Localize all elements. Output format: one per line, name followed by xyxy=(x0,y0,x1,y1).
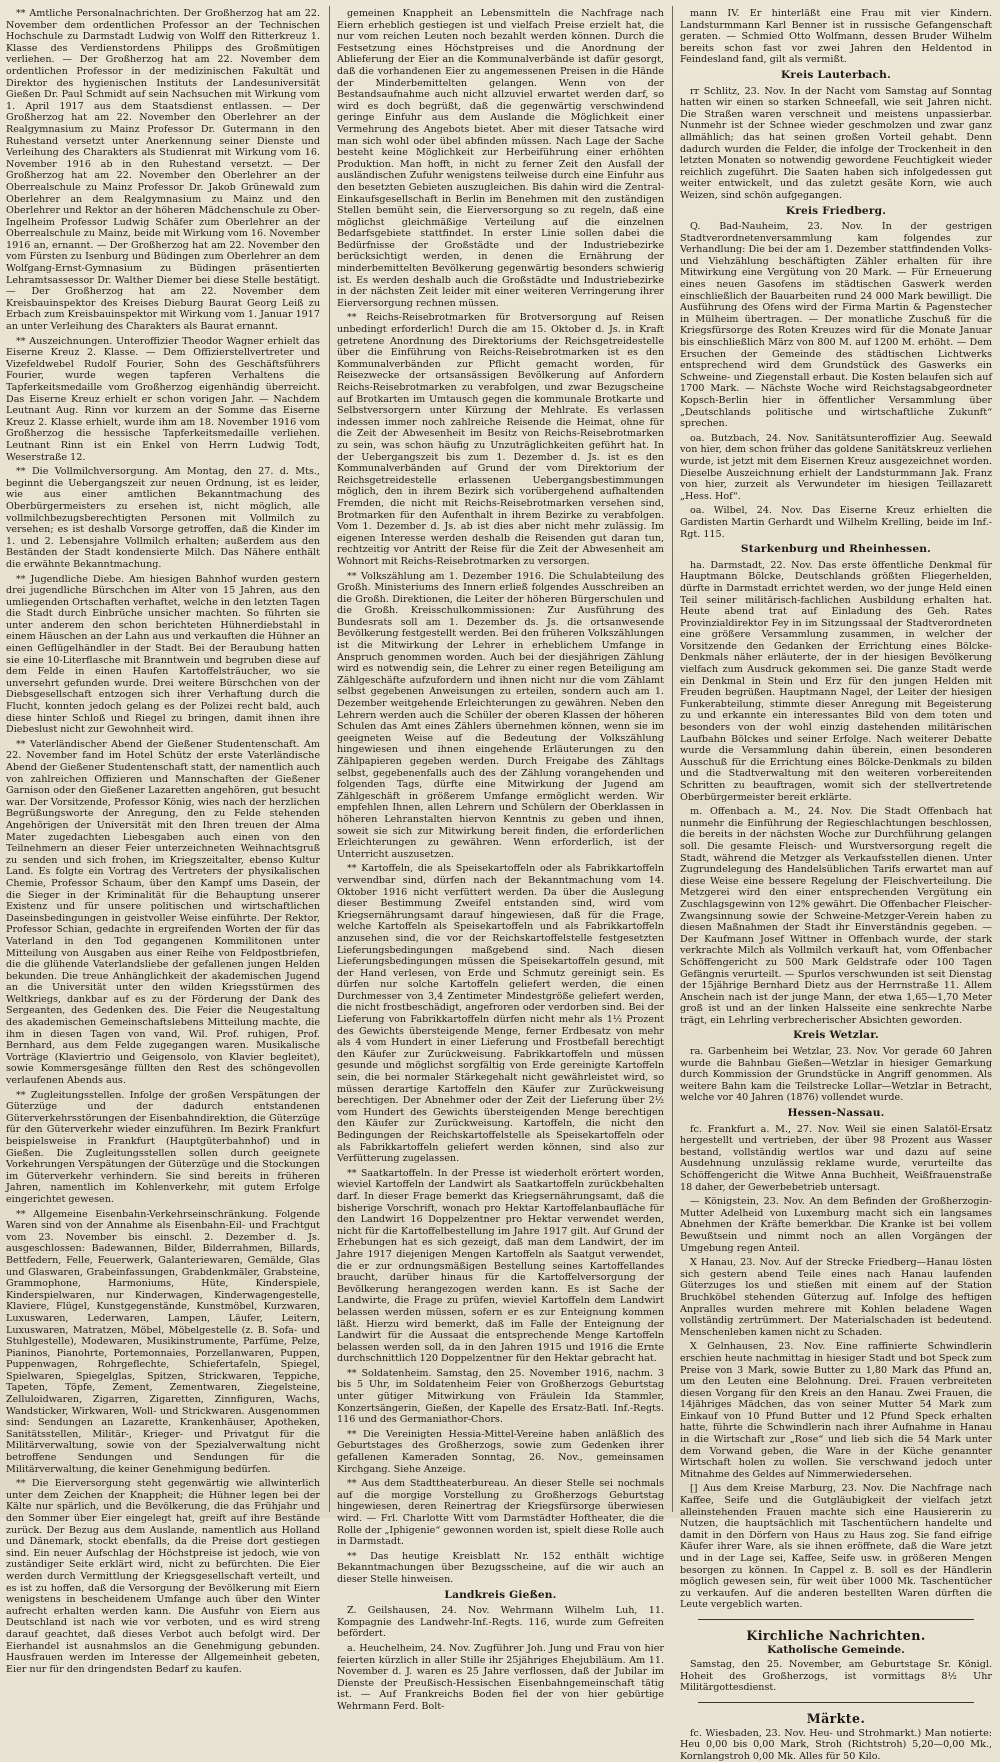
section-heading: Hessen-Nassau. xyxy=(787,1107,885,1120)
section-heading: Kreis Lauterbach. xyxy=(781,68,891,81)
column-middle xyxy=(337,8,664,1712)
article-paragraph: ** Aus dem Stadttheaterbureau. An dieser Stelle sei nochmals auf die morgige Vorstellung zu Großherzogs Geburtstag hingewiesen, deren Reinertrag der Kriegsfürsorge überwiesen wird. — Frl. Charlotte Witt vom Darmstädter Hoftheater, die die Rolle der „Iphigenie“ gewonnen worden ist, spielt diese Rolle auch in Darmstadt. xyxy=(337,1478,664,1548)
article-paragraph: ** Das heutige Kreisblatt Nr. 152 enthält wichtige Bekanntmachungen über Bezugsscheine, auf die wir auch an dieser Stelle hinweisen. xyxy=(337,1550,664,1585)
article-paragraph: ra. Garbenheim bei Wetzlar, 23. Nov. Vor gerade 60 Jahren wurde die Bahnbau Gießen—Wetzlar in hiesiger Gemarkung durch Kommission der Grundstücke in Angriff genommen. Als weitere Bahn kam die Teilstrecke Lollar—Wetzlar in Betracht, welche vor 40 Jahren (1876) vollendet wurde. xyxy=(680,1046,992,1104)
article-paragraph: m. Offenbach a. M., 24. Nov. Die Stadt Offenbach hat nunmehr die Einführung der Regieschlachtungen beschlossen, die bereits in der nächsten Woche zur Durchführung gelangen soll. Die gesamte Fleisch- und Wurstversorgung regelt die Stadt, während die Metzger als Verkaufsstellen dienen. Unter Zugrundelegung des Handelsüblichen Tarifs erwartet man auf diese Weise eine bessere Regelung der Fleischverteilung. Die Metzgerei wird den einer entsprechenden Vergütung ein Zuschlagsgewinn von 12% gewährt. Die Offenbacher Fleischer-Zwangsinnung sowie der Schweine-Metzger-Verein haben zu diesen Maßnahmen der Stadt ihr Einverständnis gegeben. — Der Kaufmann Josef Wittner in Offenbach wurde, der stark verkrachte Milch als Vollmilch verkauft hat, vom Offenbacher Schöffengericht zu 500 Mark Geldstrafe oder 100 Tagen Gefängnis verurteilt. — Spurlos verschwunden ist seit Dienstag der 15jährige Bernhard Dietz aus der Herrnstraße 11. Allem Anschein nach ist der junge Mann, der etwa 1,65—1,70 Meter groß ist und an der linken Halsseite eine senkrechte Narbe trägt, ein Lehrling verbrecherischer Absichten geworden. xyxy=(680,806,992,1026)
article-paragraph: mann IV. Er hinterläßt eine Frau mit vier Kindern. Landsturmmann Karl Benner ist in russische Gefangenschaft geraten. — Schmied Otto Wolfmann, dessen Bruder Wilhelm bereits schon fast vor zwei Jahren den Heldentod in Feindesland fand, gilt als vermißt. xyxy=(680,8,992,66)
article-paragraph: rr Schlitz, 23. Nov. In der Nacht vom Samstag auf Sonntag hatten wir einen so starken Schneefall, wie seit Jahren nicht. Die Straßen waren verschneit und meistens unpassierbar. Nunmehr ist der Schnee wieder geschmolzen und zwar ganz allmählich; das hat seinen großen Vorteil gehabt. Denn dadurch wurden die Felder, die infolge der Trockenheit in den letzten Monaten so notwendig gewordene Feuchtigkeit wieder reichlich zugeführt. Die Saaten haben sich infolgedessen gut weiter entwickelt, und das zuletzt gesäte Korn, wie auch Weizen, sind schön aufgegangen. xyxy=(680,85,992,201)
article-paragraph: a. Heuchelheim, 24. Nov. Zugführer Joh. Jung und Frau von hier feierten kürzlich in aller Stille ihr 25jähriges Ehejubiläum. Am 11. November d. J. waren es 25 Jahre verflossen, daß der Jubilar im Dienste der Preußisch-Hessischen Eisenbahngemeinschaft tätig ist. — Auf Frankreichs Boden fiel der von hier gebürtige Wehrmann Ferd. Bolt- xyxy=(337,1642,664,1712)
article-paragraph: oa. Butzbach, 24. Nov. Sanitätsunteroffizier Aug. Seewald von hier, dem schon früher das goldene Sanitätskreuz verliehen wurde, ist jetzt mit dem Eisernen Kreuz ausgezeichnet worden. Dieselbe Auszeichnung erhielt der Landsturmmann Jak. Franz von hier, zurzeit als Verwundeter im hiesigen Teillazarett „Hess. Hof“. xyxy=(680,432,992,502)
section-heading: Starkenburg und Rheinhessen. xyxy=(740,543,932,556)
article-paragraph: fc. Wiesbaden, 23. Nov. Heu- und Strohmarkt.) Man notierte: Heu 0,00 bis 0,00 Mark, Stroh (Richtstroh) 5,20—0,00 Mk., Kornlangstroh 0,00 Mk. Alles für 50 Kilo. xyxy=(680,1727,992,1762)
article-paragraph: ** Die Vereinigten Hessia-Mittel-Vereine haben anläßlich des Geburtstages des Großherzogs, sowie zum Gedenken ihrer gefallenen Kameraden Sonntag, 26. Nov., gemeinsamen Kirchgang. Siehe Anzeige. xyxy=(337,1428,664,1475)
article-paragraph: oa. Wilbel, 24. Nov. Das Eiserne Kreuz erhielten die Gardisten Martin Gerhardt und Wilhelm Krelling, beide im Inf.-Rgt. 115. xyxy=(680,505,992,540)
article-paragraph: ** Die Eierversorgung steht gegenwärtig wie allwinterlich unter dem Zeichen der Knappheit; die Hühner legen bei der Kälte nur spärlich, und die Bevölkerung, die das Frühjahr und den Sommer über Eier eingelegt hat, greift auf ihre Bestände zurück. Der Bezug aus dem Auslande, namentlich aus Holland und Dänemark, stockt ebenfalls, da die Preise dort gestiegen sind. Ein neuer Aufschlag der Höchstpreise ist jedoch, wie von zuständiger Seite erklärt wird, nicht zu befürchten. Die Eier werden durch Vermittlung der Kriegsgesellschaft verteilt, und es ist zu hoffen, daß die Versorgung der Bevölkerung mit Eiern wenigstens in bescheidenem Umfange auch über den Winter aufrecht erhalten werden kann. Die Ausfuhr von Eiern aus Deutschland ist nach wie vor verboten, und es wird streng darauf geachtet, daß dieses Verbot auch befolgt wird. Der Eierhandel ist ausnahmslos an die Genehmigung gebunden. Hausfrauen werden im Interesse der Allgemeinheit gebeten, Eier nur für den dringendsten Bedarf zu kaufen. xyxy=(6,1478,320,1675)
article-paragraph: Q. Bad-Nauheim, 23. Nov. In der gestrigen Stadtverordnetenversammlung kam folgendes zur Verhandlung: Die bei der am 1. Dezember stattfindenden Volks- und Viehzählung beschäftigten Zähler erhalten für ihre Mitwirkung eine Vergütung von 20 Mark. — Für Erneuerung eines neuen Gasofens im städtischen Gaswerk werden einschließlich der Bauarbeiten rund 24 000 Mark bewilligt. Die Ausführung des Ofens wird der Firma Martin & Pagenstecher in Mülheim übertragen. — Der monatliche Zuschuß für die Kriegsfürsorge des Roten Kreuzes wird für die Monate Januar bis einschließlich März von 800 M. auf 1200 M. erhöht. — Dem Ersuchen der Gemeinde des städtischen Lichtwerks entsprechend wird dem Grundstück des Gaswerks ein Schweine- und Ziegenstall erbaut. Die Kosten belaufen sich auf 1700 Mark. — Nächste Woche wird Reichstagsabgeordneter Kopsch-Berlin hier in öffentlicher Versammlung über „Deutschlands politische und wirtschaftliche Zukunft“ sprechen. xyxy=(680,221,992,430)
article-paragraph: Z. Geilshausen, 24. Nov. Wehrmann Wilhelm Luh, 11. Kompagnie des Landwehr-Inf.-Regts. 116, wurde zum Gefreiten befördert. xyxy=(337,1605,664,1640)
article-paragraph: [] Aus dem Kreise Marburg, 23. Nov. Die Nachfrage nach Kaffee, Seife und die Gutgläubigkeit der vielfach jetzt alleinstehenden Frauen machte sich eine Hausiererin zu Nutzen, die hauptsächlich mit Taschentüchern handelte und damit in den Dörfern von Haus zu Haus zog. Sie fand eifrige Käufer ihrer Ware, als sie ihnen eröffnete, daß die Ware jetzt und in der Lage sei, Kaffee, Seife usw. in größeren Mengen besorgen zu können. In Cappel z. B. soll es der Händlerin möglich gewesen sein, für weit über 1000 Mk. Taschentücher zu verkaufen. Auf die anderen bestellten Waren dürften die Leute vergeblich warten. xyxy=(680,1483,992,1611)
column-divider xyxy=(329,6,330,1512)
section-heading: Kreis Wetzlar. xyxy=(793,1029,879,1042)
column-right xyxy=(680,8,992,1762)
article-paragraph: Samstag, den 25. November, am Geburtstage Sr. Königl. Hoheit des Großherzogs, ist vormittags 8½ Uhr Militärgottesdienst. xyxy=(680,1659,992,1694)
section-heading: Kreis Friedberg. xyxy=(785,204,887,217)
article-paragraph: ** Kartoffeln, die als Speisekartoffeln oder als Fabrikkartoffeln verwendbar sind, dürfen nach der Bekanntmachung vom 14. Oktober 1916 nicht verfüttert werden. Da über die Auslegung dieser Bestimmung Zweifel entstanden sind, wird vom Kriegsernährungsamt darauf hingewiesen, daß für die Frage, welche Kartoffeln als Speisekartoffeln und als Fabrikkartoffeln anzusehen sind, die vor der Reichskartoffelstelle festgesetzten Lieferungsbedingungen maßgebend sind. Nach diesen Lieferungsbedingungen müssen die Speisekartoffeln gesund, mit der Hand verlesen, von Erde und Schmutz gereinigt sein. Es dürfen nur solche Kartoffeln geliefert werden, die einen Durchmesser von 3,4 Zentimeter Mindestgröße geliefert werden, die nicht frostbeschädigt, angefroren oder verdorben sind. Bei der Lieferung von Fabrikkartoffeln dürfen nicht mehr als 1½ Prozent des Gewichts übersteigende Menge, ferner Erdbesatz von mehr als 4 vom Hundert in einer Lieferung und Frostbefall berechtigt den Käufer zur Zurückweisung. Fabrikkartoffeln und müssen gesunde und möglichst sorgfältig von Erde gereinigte Kartoffeln sein, die bei normaler Stärkegehalt nicht gewährleistet wird, so müssen derartige Kartoffeln den Käufer zur Zurückweisung berechtigen. Der Abnehmer oder der Zeit der Lieferung über 2½ vom Hundert des Gewichts übersteigenden Menge berechtigen den Käufer zur Zurückweisung. Kartoffeln, die nicht den Bedingungen der Reichskartoffelstelle als Speisekartoffeln oder als Fabrikkartoffeln geliefert werden können, sind also zur Verfütterung zugelassen. xyxy=(337,863,664,1165)
article-paragraph: — Königstein, 23. Nov. An dem Befinden der Großherzogin-Mutter Adelheid von Luxemburg macht sich ein langsames Abnehmen der Kräfte bemerkbar. Die Kranke ist bei vollem Bewußtsein und nimmt noch an allen Vorgängen der Umgebung regen Anteil. xyxy=(680,1196,992,1254)
article-paragraph: ** Vaterländischer Abend der Gießener Studentenschaft. Am 22. November fand im Hotel Schütz der erste Vaterländische Abend der Gießener Studentenschaft statt, der namentlich auch von zahlreichen Offizieren und Mannschaften der Gießener Garnison oder den Gießener Lazaretten angehören, gut besucht war. Der Vorsitzende, Professor König, wies nach der herzlichen Begrüßungsworte der Anregung, den zu Felde stehenden Angehörigen der Universität mit den Ihren treuen der Alma Mater zugedachten Liebesgaben auch einen von den Teilnehmern an dieser Feier unterzeichneten Weihnachtsgruß zu senden und sich frohen, im Kriegszeitalter, ebenso Kultur Land. Es folgte ein Vortrag des Vertreters der physikalischen Chemie, Professor Schaum, über den Kampf ums Dasein, der die Sieger in der Kriminalität für die Behauptung unserer Existenz und für unsere politischen und wirtschaftlichen Daseinsbedingungen in geistvoller Weise einführte. Der Rektor, Professor Schian, gedachte in ergreifenden Worten der für das Vaterland in den Tod gegangenen Kommilitonen unter Mitteilung von Ausgaben aus einer Reihe von Feldpostbriefen, die die glühende Vaterlandsliebe der gefallenen jungen Helden bekunden. Die treue Anhänglichkeit der akademischen Jugend an die Universität unter den wilden Kriegsstürmen des Weltkriegs, dankbar auf es zu der Förderung der Dank des Sergeanten, des Gedenken des. Die Feier die Neugestaltung des akademischen Gemeinschaftslebens Mitteilung machte, die ihm in diesen Tagen von vand, Wil. Prof. ruhigen, Prof. Bernhard, aus dem Felde zugegangen waren. Musikalische Vorträge (Klaviertrio und Geigensolo, von Klavier begleitet), sowie Kommersgesänge füllten den Rest des schöngevollen verlaufenen Abends aus. xyxy=(6,738,320,1087)
article-paragraph: gemeinen Knappheit an Lebensmitteln die Nachfrage nach Eiern erheblich gestiegen ist und vielfach Preise erzielt hat, die nur vom reichen Leuten noch bezahlt werden können. Durch die Festsetzung eines Höchstpreises und die Anordnung der Ablieferung der Eier an die Kommunalverbände ist dafür gesorgt, daß die vorhandenen Eier zu angemessenen Preisen in die Hände der Minderbemittelten gelangen. Wenn von der Bestandsaufnahme auch nicht allzuviel erwartet werden darf, so wird es doch begrüßt, daß die gegenwärtig verschwindend geringe Einfuhr aus dem Auslande die Möglichkeit einer Vermehrung des Angebots bietet. Aber mit dieser Tatsache wird man sich wohl oder übel abfinden müssen. Nach Lage der Sache besteht keine Möglichkeit zur Herbeiführung einer erhöhten Produktion. Man hofft, in nicht zu ferner Zeit den Ausfall der ausländischen Zufuhr wenigstens teilweise durch eine Einfuhr aus den besetzten Gebieten auszugleichen. Bis dahin wird die Zentral-Einkaufsgesellschaft in Berlin im Benehmen mit den zuständigen Stellen bemüht sein, die Eierversorgung so zu regeln, daß eine möglichst gleichmäßige Verteilung auf die einzelnen Bedarfsgebiete stattfindet. In erster Linie sollen dabei die Bedürfnisse der Großstädte und der Industriebezirke berücksichtigt werden, in denen die Ernährung der minderbemittelten Bevölkerung gegenwärtig besonders schwierig ist. Es werden deshalb auch die Großstädte und Industriebezirke in der nächsten Zeit leider mit einer weiteren Verringerung ihrer Eierversorgung rechnen müssen. xyxy=(337,8,664,309)
column-left xyxy=(6,8,320,1675)
article-paragraph: ** Amtliche Personalnachrichten. Der Großherzog hat am 22. November dem ordentlichen Professor an der Technischen Hochschule zu Darmstadt Ludwig von Wolff den Ritterkreuz 1. Klasse des Verdienstordens Philipps des Großmütigen verliehen. — Der Großherzog hat am 22. November dem ordentlichen Professor in der medizinischen Fakultät und Direktor des hygienischen Instituts der Landesuniversität Gießen Dr. Paul Schmidt auf sein Nachsuchen mit Wirkung vom 1. April 1917 aus dem Staatsdienst entlassen. — Der Großherzog hat am 22. November den Oberlehrer an der Realgymnasium zu Mainz Professor Dr. Gutermann in den Ruhestand versetzt unter Anerkennung seiner Dienste und Verleihung des Charakters als Studienrat mit Wirkung vom 16. November 1916 ab in den Ruhestand versetzt. — Der Großherzog hat am 22. November den Oberlehrer an der Oberrealschule zu Mainz Professor Dr. Jakob Grünewald zum Oberlehrer an dem Realgymnasium zu Mainz und den Oberlehrer und Rektor an der höheren Mädchenschule zu Ober-Ingelheim Professor Ludwig Schäfer zum Oberlehrer an der Oberrealschule zu Mainz, beide mit Wirkung vom 16. November 1916 an, ernannt. — Der Großherzog hat am 22. November den vom Fürsten zu Isenburg und Büdingen zum Oberlehrer an dem Wolfgang-Ernst-Gymnasium zu Büdingen präsentierten Lehramtsassessor Dr. Walther Diemer bei diese Stelle bestätigt. — Der Großherzog hat am 22. November dem Kreisbauinspektor des Kreises Dieburg Baurat Georg Leiß zu Erbach zum Kreisbauinspektor mit Wirkung vom 1. Januar 1917 an unter Verleihung des Charakters als Baurat ernannt. xyxy=(6,8,320,333)
section-heading-large: Märkte. xyxy=(806,1710,866,1726)
article-paragraph: ** Allgemeine Eisenbahn-Verkehrseinschränkung. Folgende Waren sind von der Annahme als Eisenbahn-Eil- und Frachtgut vom 23. November bis einschl. 2. Dezember d. Js. ausgeschlossen: Badewannen, Bilder, Bilderrahmen, Billards, Bettfedern, Felle, Feuerwerk, Galanteriewaren, Gemälde, Glas und Glaswaren, Grabeinfassungen, Grabdenkmäler, Grabsteine, Grammophone, Harmoniums, Hüte, Kinderspiele, Kinderspielwaren, nur Kinderwagen, Kinderwagengestelle, Klaviere, Flügel, Kunstgegenstände, Kunstmöbel, Kurzwaren, Luxuswaren, Lederwaren, Lampen, Läufer, Leitern, Luxuswaren, Matratzen, Möbel, Möbelgestelle (z. B. Sofa- und Stuhlgestelle), Modewaren, Musikinstrumente, Parfüme, Pelze, Pianinos, Pianohrte, Portemonnaies, Porzellanwaren, Puppen, Puppenwagen, Rohrgeflechte, Schiefertafeln, Spiegel, Spielwaren, Spiegelglas, Spitzen, Strickwaren, Teppiche, Tapeten, Töpfe, Zement, Zementwaren, Ziegelsteine, Zelluloidwaren, Zigarren, Zigaretten, Zinnfiguren, Wachs, Wandsticker, Wirkwaren, Woll- und Strickwaren. Ausgenommen sind: Sendungen an Lazarette, Krankenhäuser, Apotheken, Sanitätsstellen, Militär-, Krieger- und Privatgut für die Militärverwaltung, sowie von der Spezialverwaltung nicht betroffene Sendungen und Sendungen für die Militärverwaltung, die keiner Genehmigung bedürfen. xyxy=(6,1208,320,1475)
article-paragraph: ** Auszeichnungen. Unteroffizier Theodor Wagner erhielt das Eiserne Kreuz 2. Klasse. — Dem Offizierstellvertreter und Vizefeldwebel Rudolf Fourier, Sohn des Geschäftsführers Fourier, wurde wegen tapferen Verhaltens die Tapferkeitsmedaille vom Großherzog eigenhändig überreicht. Das Eiserne Kreuz erhielt er schon vorigen Jahr. — Nachdem Leutnant Aug. Rinn vor kurzem an der Somme das Eiserne Kreuz 2. Klasse erhielt, wurde ihm am 18. November 1916 vom Großherzog die hessische Tapferkeitsmedaille verliehen. Leutnant Rinn ist ein Enkel von Herrn Ludwig Todt, Weserstraße 12. xyxy=(6,335,320,463)
article-paragraph: ** Saatkartoffeln. In der Presse ist wiederholt erörtert worden, wieviel Kartoffeln der Landwirt als Saatkartoffeln zurückbehalten darf. In dieser Frage bemerkt das Kriegsernährungsamt, daß die bisherige Vorschrift, wonach pro Hektar Kartoffelanbaufläche für den Landwirt 16 Doppelzentner pro Hektar verwendet werden, nicht für die Kartoffelbestellung im Jahre 1917 gilt. Auf Grund der Erhebungen hat es sich gezeigt, daß man dem Landwirt, der im Jahre 1917 diejenigen Mengen Kartoffeln als Saatgut verwendet, die er zur ordnungsmäßigen Bestellung seines Kartoffellandes braucht, darüber hinaus für die Kartoffelversorgung der Bevölkerung herangezogen werden kann. Es ist Sache der Landwirte, die Frage zu prüfen, wieviel Kartoffeln dem Landwirt belassen werden müssen, sofern er es zur Enteignung kommen läßt. Hierzu wird bemerkt, daß im Falle der Enteignung der Landwirt für die Aussaat die entsprechende Menge Kartoffeln belassen werden soll, da in den Jahren 1915 und 1916 die Ernte durchschnittlich 120 Doppelzentner für den Hektar gebracht hat. xyxy=(337,1167,664,1365)
article-paragraph: X Gelnhausen, 23. Nov. Eine raffinierte Schwindlerin erschien heute nachmittag in hiesiger Stadt und bot Speck zum Preise von 3 Mark, sowie Butter zu 1,80 Mark das Pfund an, um den Leuten eine Belohnung. Drei. Frauen verbreiteten diesen Vorgang für den Kreis an den Hanau. Zwei Frauen, die 14jähriges Mädchen, das von seiner Mutter 54 Mark zum Einkauf von 10 Pfund Butter und 12 Pfund Speck erhalten hatte, führte die Schwindlerin nach ihrer Aufnahme in Hanau in die Wirtschaft zur „Rose“ und lieb sich die 54 Mark unter dem Vorwand geben, die Ware in der Küche genannter Wirtschaft holen zu wollen. Sie verschwand jedoch unter Mitnahme des Geldes auf Nimmerwiedersehen. xyxy=(680,1341,992,1480)
column-divider xyxy=(672,6,673,1512)
article-paragraph: X Hanau, 23. Nov. Auf der Strecke Friedberg—Hanau lösten sich gestern abend Teile eines nach Hanau laufenden Güterzuges los und stießen mit einem auf der Station Bruchköbel stehenden Güterzug auf. Infolge des heftigen Anpralles wurden mehrere mit Kohlen beladene Wagen vollständig zertrümmert. Der Materialschaden ist bedeutend. Menschenleben kamen nicht zu Schaden. xyxy=(680,1257,992,1338)
article-paragraph: fc. Frankfurt a. M., 27. Nov. Weil sie einen Salatöl-Ersatz hergestellt und vertrieben, der über 98 Prozent aus Wasser bestand, vollständig wertlos war und dazu auf seine Ausdehnung unzulässig reklame wurde, verurteilte das Schöffengericht die Witwe Anna Buchheit, Weißfrauenstraße 18 daher, der Gewerbebetrieb untersagt. xyxy=(680,1123,992,1193)
article-paragraph: ** Reichs-Reisebrotmarken für Brotversorgung auf Reisen unbedingt erforderlich! Durch die am 15. Oktober d. Js. in Kraft getretene Anordnung des Direktoriums der Reichsgetreidestelle über die Einführung von Reichs-Reisebrotmarken ist es den Kommunalverbänden zur Pflicht gemacht worden, für Reisezwecke der ortsansässigen Bevölkerung auf Anfordern Reichs-Reisebrotmarken zu verabfolgen, und zwar Bezugscheine auf Brotkarten im Umtausch gegen die kommunale Brotkarte und Selbstversorgern unter Kürzung der Mehlrate. Es verlassen indessen immer noch zahlreiche Reisende die Heimat, ohne für die Zeit der Abwesenheit im Besitz von Reichs-Reisebrotmarken zu sein, was schon häufig zu Unzuträglichkeiten geführt hat. In der Uebergangszeit bis zum 1. Dezember d. Js. ist es den Kommunalverbänden auf Grund der vom Direktorium der Reichsgetreidestelle erlassenen Uebergangsbestimmungen möglich, den in ihrem Bezirk sich vorübergehend aufhaltenden Fremden, die nicht mit Reichs-Reisebrotmarken versehen sind, Brotmarken für den Aufenthalt in ihrem Bezirke zu verabfolgen. Vom 1. Dezember d. Js. ab ist dies aber nicht mehr zulässig. Im eigenen Interesse werden deshalb die Reisenden gut daran tun, rechtzeitig vor Antritt der Reise für die Zeit der Abwesenheit am Wohnort mit Reichs-Reisebrotmarken zu versorgen. xyxy=(337,312,664,567)
section-separator xyxy=(698,1702,974,1703)
section-subheading: Katholische Gemeinde. xyxy=(767,1643,905,1656)
section-heading-large: Kirchliche Nachrichten. xyxy=(746,1627,926,1643)
article-paragraph: ** Die Vollmilchversorgung. Am Montag, den 27. d. Mts., beginnt die Uebergangszeit zur neuen Ordnung, ist es leider, wie aus einer amtlichen Bekanntmachung des Oberbürgermeisters zu ersehen ist, nicht möglich, alle vollmilchbezugsberechtigten Personen mit Vollmilch zu versehen; es ist deshalb Vorsorge getroffen, daß die Kinder im 1. und 2. Lebensjahre Vollmilch erhalten; außerdem aus den Beständen der Stadt kondensierte Milch. Das Nähere enthält die erwähnte Bekanntmachung. xyxy=(6,466,320,570)
article-paragraph: ** Soldatenheim. Samstag, den 25. November 1916, nachm. 3 bis 5 Uhr, im Soldatenheim Feier von Großherzogs Geburtstag unter gütiger Mitwirkung von Fräulein Ida Stammler, Konzertsängerin, Gießen, der Kapelle des Ersatz-Batl. Inf.-Regts. 116 und des Germaniathor-Chors. xyxy=(337,1367,664,1426)
article-paragraph: ha. Darmstadt, 22. Nov. Das erste öffentliche Denkmal für Hauptmann Bölcke, Deutschlands größten Fliegerhelden, dürfte in Darmstadt errichtet werden, wo der junge Held einen Teil seiner militärisch-fachlichen Ausbildung erhalten hat. Heute abend trat auf Einladung des Geh. Rates Provinzialdirektor Fey in im Sitzungssaal der Stadtverordneten eine größere Versammlung zusammen, in welcher der Vorsitzende den Gedanken der Errichtung eines Bölcke-Denkmals näher erläuterte, der in der hiesigen Bevölkerung vielfach zum Ausdruck gekommen sei. Die ganze Stadt werde ein Denkmal in Stein und Erz für den jungen Helden mit Freuden begrüßen. Hauptmann Nagel, der Leiter der hiesigen Funkerabteilung, stimmte dieser Anregung mit Begeisterung zu und erkannte ein interessantes Bild von dem toten und besonders von der wohl einzig dastehenden militärischen Laufbahn Bölckes und seiner Erfolge. Nach weiterer Debatte wurde die Versammlung dahin überein, einen besonderen Ausschuß für die Errichtung eines Bölcke-Denkmals zu bilden und die Stadtverwaltung mit den weiteren vorbereitenden Schritten zu beauftragen, womit sich der stellvertretende Oberbürgermeister bereit erklärte. xyxy=(680,559,992,803)
section-separator xyxy=(698,1619,974,1620)
article-paragraph: ** Jugendliche Diebe. Am hiesigen Bahnhof wurden gestern drei jugendliche Bürschchen im Alter von 15 Jahren, aus den umliegenden Ortschaften verhaftet, welche in den letzten Tagen die Stadt durch Einbrüche unsicher machten. So führten sie unter anderem den schon berichteten Hühnerdiebstahl in einem Häuschen an der Lahn aus und verkauften die Hühner an einen Geflügelhändler in der Stadt. Bei der Beraubung hatten sie eine 10-Literflasche mit Branntwein und begruben diese auf dem Felde in einen Haufen Kartoffelsträucher, wo sie unversehrt gefunden wurde. Drei weitere Bürschchen von der Diebsgesellschaft entzogen sich ihrer Verhaftung durch die Flucht, konnten jedoch gelang es der Polizei recht bald, auch diese hinter Schloß und Riegel zu bringen, damit ihnen ihre Diebeslust nicht zur Gewohnheit wird. xyxy=(6,573,320,736)
article-paragraph: ** Volkszählung am 1. Dezember 1916. Die Schulabteilung des Großh. Ministeriums des Innern erließ folgendes Ausschreiben an die Großh. Direktionen, die Leiter der höheren Bürgerschulen und die Großh. Kreisschulkommissionen: Zur Ausführung des Bundesrats soll am 1. Dezember ds. Js. die ortsanwesende Bevölkerung festgestellt werden. Bei den früheren Volkszählungen ist die Mitwirkung der Lehrer in erheblichem Umfange in Anspruch genommen worden. Auch bei der diesjährigen Zählung wird es notwendig sein, die Lehrer zu einer regen Beteiligung am Zählgeschäfte aufzufordern und ihnen nicht nur die vom Zählamt selbst gegebenen Anweisungen zu erteilen, sondern auch am 1. Dezember weitgehende Erleichterungen zu gewähren. Neben den Lehrern werden auch die Schüler der oberen Klassen der höheren Schulen das Amt eines Zählers übernehmen können, wenn sie im geeigneten Weise auf die Bedeutung der Volkszählung hingewiesen und ihnen eingehende Erläuterungen zu den Zählpapieren gegeben werden. Durch Freigabe des Zähltags selbst, gegebenenfalls auch des der Zählung vorangehenden und folgenden Tags, dürfte eine Mitwirkung der Jugend am Zählgeschäft in größerem Umfange ermöglicht werden. Wir empfehlen Ihnen, allen Lehrern und Schülern der Oberklassen in höheren Lehranstalten hiervon Kenntnis zu geben und ihnen, soweit sie sich zur Mitwirkung bereit finden, die erforderlichen Erleichterungen zu gewähren. Wenn erforderlich, ist der Unterricht auszusetzen. xyxy=(337,570,664,860)
article-paragraph: ** Zugleitungsstellen. Infolge der großen Verspätungen der Güterzüge und der dadurch entstandenen Güterverkehrsstörungen der Eisenbahndirektion, die Güterzüge für den Güterverkehr wieder einzuführen. Im Bezirk Frankfurt beispielsweise in Frankfurt (Hauptgüterbahnhof) und in Gießen. Die Zugleitungsstellen sollen durch geeignete Vorkehrungen Verspätungen der Güterzüge und die Stockungen im Güterverkehr verhindern. Sie sind bereits in früheren Jahren, namentlich im Kohlenverkehr, mit gutem Erfolge eingerichtet gewesen. xyxy=(6,1089,320,1205)
section-heading: Landkreis Gießen. xyxy=(444,1588,557,1601)
